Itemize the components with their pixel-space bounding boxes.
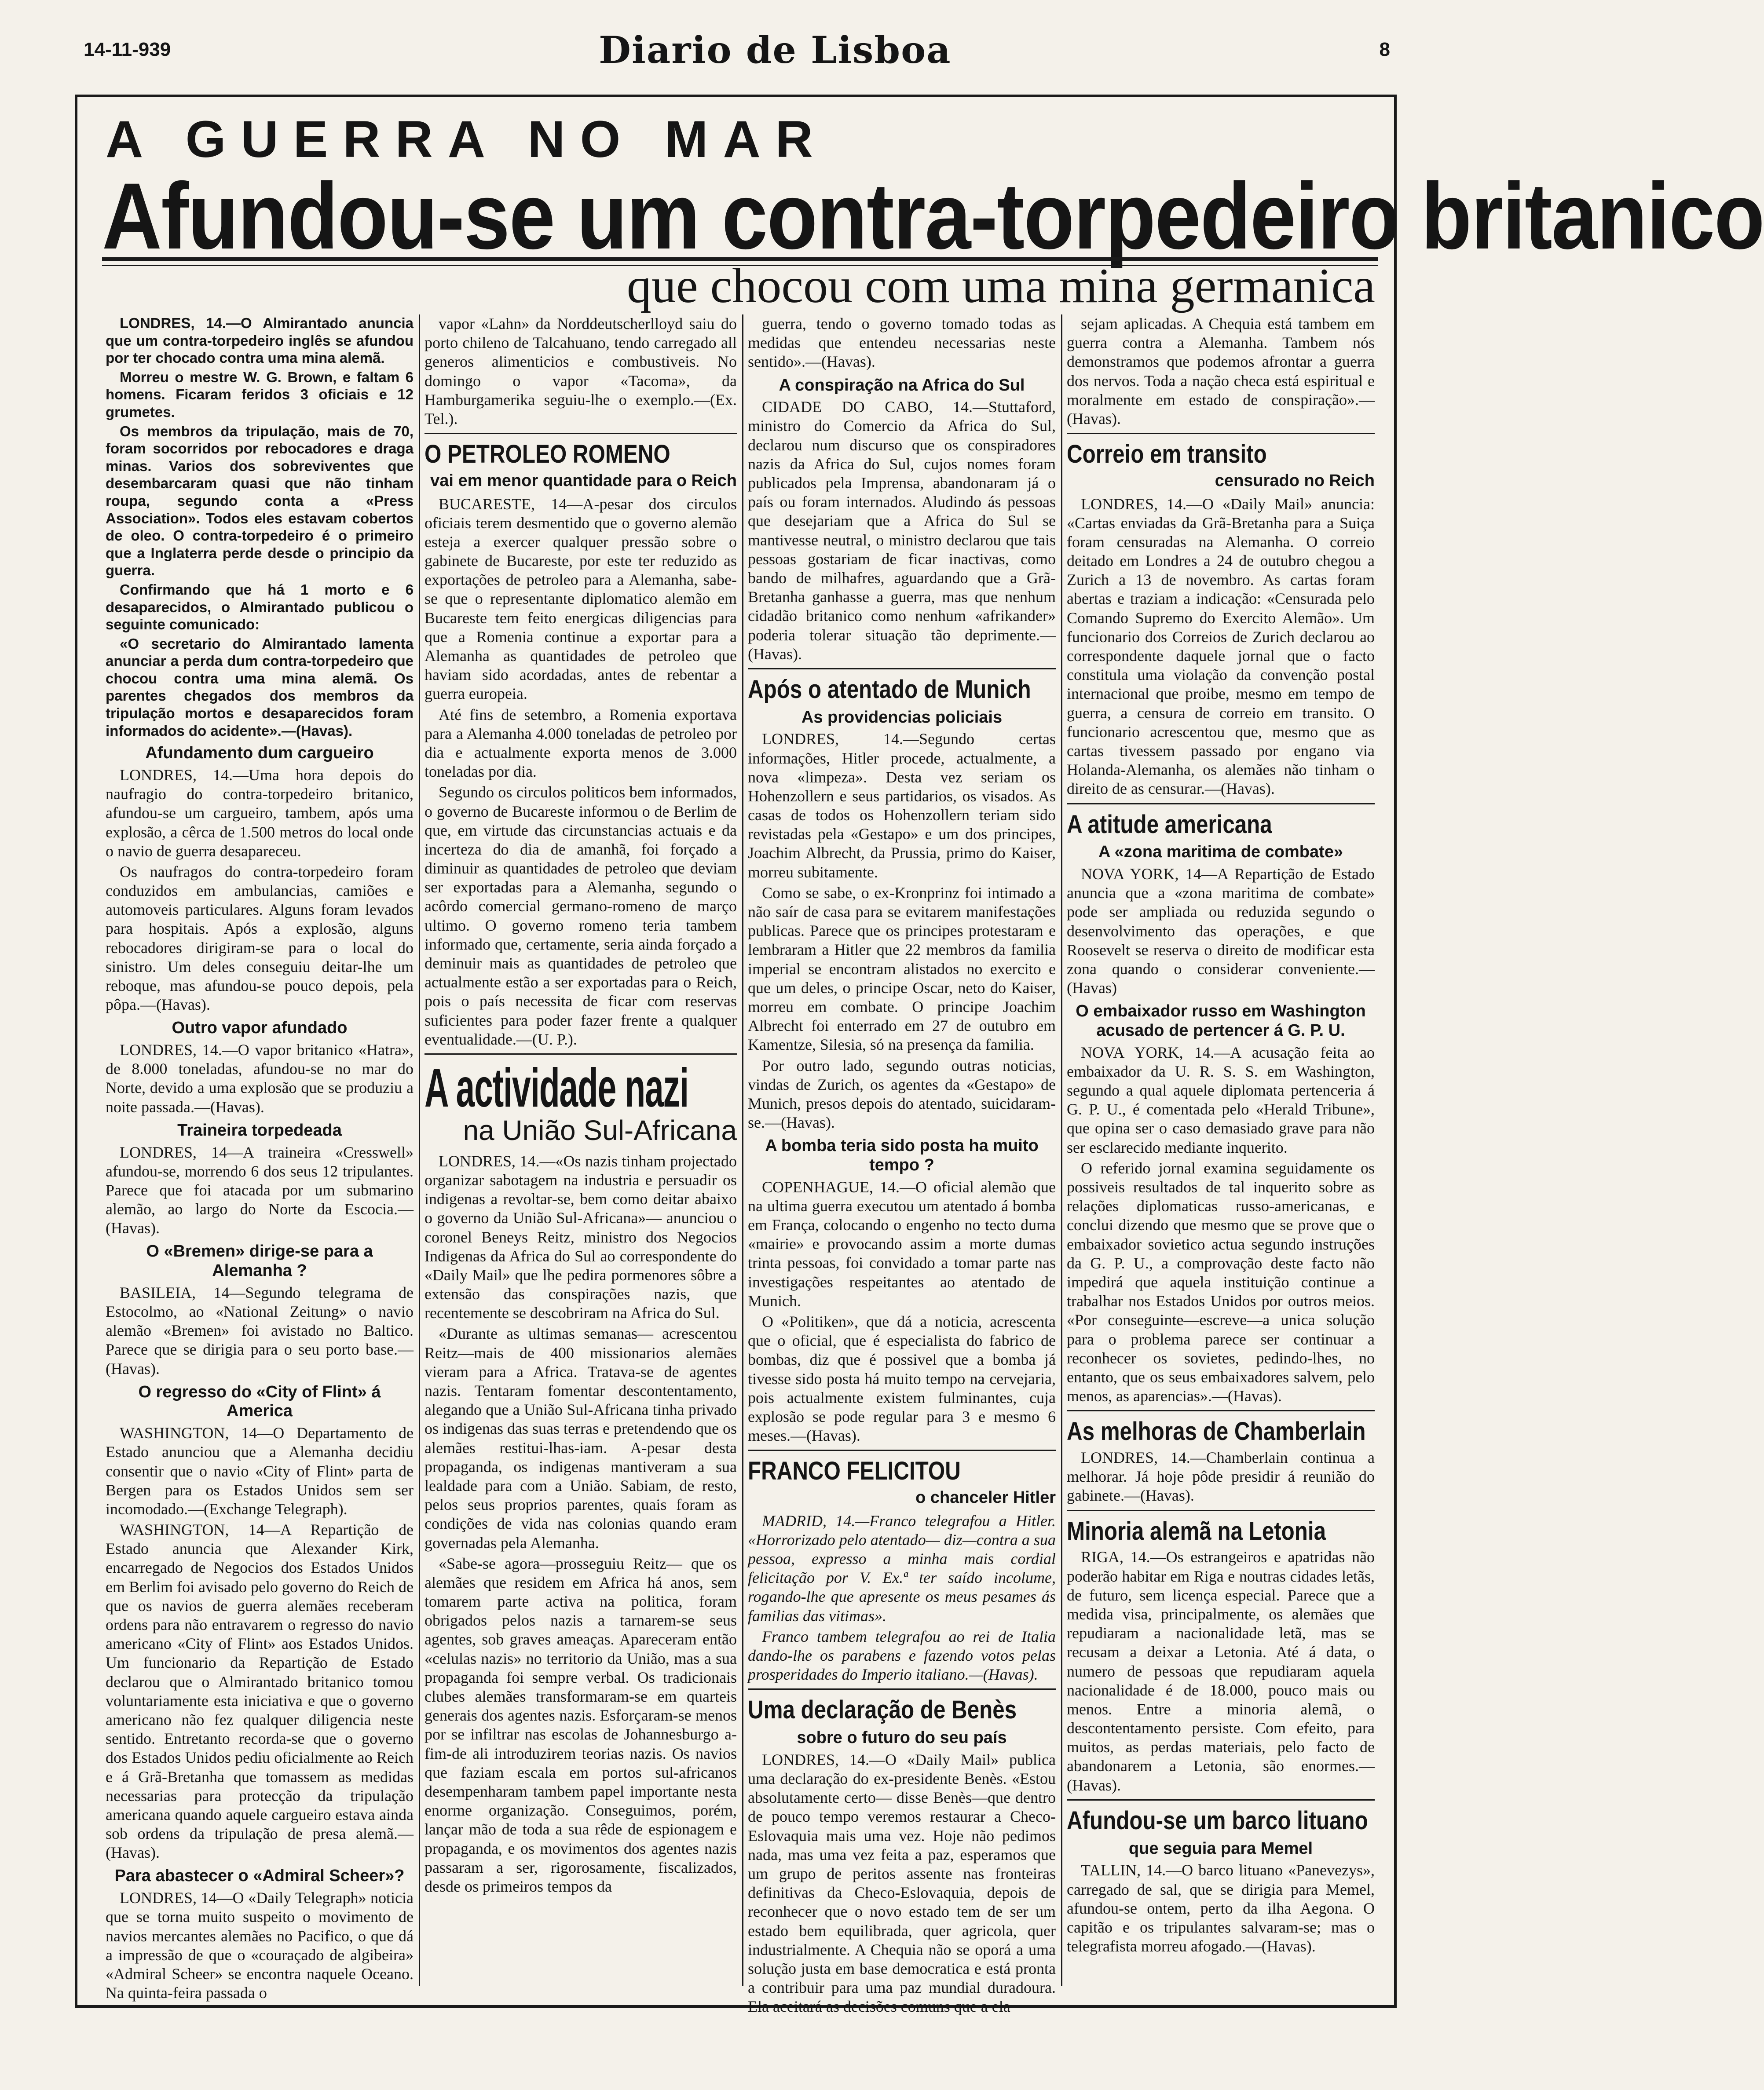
- divider: [425, 1053, 737, 1055]
- column-divider: [742, 314, 743, 1986]
- column-1: [106, 314, 414, 2002]
- divider: [1067, 1510, 1375, 1511]
- column-3: [748, 314, 1056, 2016]
- paragraph: Morreu o mestre W. G. Brown, e faltam 6 homens. Ficaram feridos 3 oficiais e 12 grumetes.: [106, 369, 414, 420]
- section-heading: Minoria alemã na Letonia: [1067, 1516, 1326, 1546]
- divider: [748, 1688, 1056, 1690]
- paragraph: sejam aplicadas. A Chequia está tambem em guerra contra a Alemanha. Tambem nós demonstramos que podemos afrontar a guerra dos nervos. Toda a nação checa está espiritual e moralmente em estado de conspiração».—(Havas).: [1067, 315, 1375, 428]
- paragraph: O referido jornal examina seguidamente os possiveis resultados de tal inquerito sobre as relações diplomaticas russo-americanas, e conclui dizendo que mesmo que se prove que o embaixador sovietico actua segundo instruções da G. P. U., a comprovação deste facto não impedirá que aquela instituição continue a trabalhar nos Estados Unidos por outros meios. «Por conseguinte—escreve—a unica solução para o problema parece ser continuar a reconhecer os sovietes, pedindo-lhes, no entanto, que os seus embaixadores salvem, pelo menos, as aparencias».—(Havas).: [1067, 1159, 1375, 1405]
- section-heading: Afundamento dum cargueiro: [145, 744, 374, 763]
- column-2: [425, 314, 737, 1986]
- paragraph: LONDRES, 14.—Uma hora depois do naufragio do contra-torpedeiro britanico, afundou-se um cargueiro, tambem, após uma explosão, a cêrca de 1.500 metros do local onde o navio de guerra desapareceu.: [106, 766, 414, 860]
- section-heading: Uma declaração de Benès: [748, 1695, 1017, 1725]
- paragraph: BUCARESTE, 14—A-pesar dos circulos oficiais terem desmentido que o governo alemão esteja a exercer qualquer pressão sobre o gabinete de Bucareste, por este ter reduzido as exportações de petroleo para a Alemanha, sabe-se que o representante diplomatico alemão em Bucareste tem feito energicas diligencias para que a Romenia continue a exportar para a Alemanha as quantidades de petroleo que haviam sido acordadas, antes de rebentar a guerra europeia.: [425, 495, 737, 703]
- paragraph: LONDRES, 14.—O vapor britanico «Hatra», de 8.000 toneladas, afundou-se no mar do Norte, devido a uma explosão que se produziu a noite passada.—(Havas).: [106, 1041, 414, 1116]
- paragraph: «Durante as ultimas semanas— acrescentou Reitz—mais de 400 missionarios alemães vieram para a Africa. Tratava-se de agentes nazis. Tentaram fomentar descontentamento, alegando que a União Sul-Africana tinha privado os indigenas das suas terras e pretendendo que os alemães restitui-lhas-iam. A-pesar desta propaganda, os indigenas mantiveram a sua lealdade para com a União. Sabiam, de resto, pelos seus proprios parentes, quais foram as condições de vida nas colonias quando eram governadas pela Alemanha.: [425, 1325, 737, 1552]
- paragraph: Como se sabe, o ex-Kronprinz foi intimado a não saír de casa para se evitarem manifestações publicas. Parece que os principes protestaram e lembraram a Hitler que 22 membros da familia imperial se encontram alistados no exercito e que um deles, o principe Oscar, neto do Kaiser, morreu em combate. O principe Joachim Albrecht foi enterrado em 27 de outubro em Kamentze, Silesia, só na presença da familia.: [748, 884, 1056, 1054]
- paragraph: WASHINGTON, 14—A Repartição de Estado anuncia que Alexander Kirk, encarregado de Negocios dos Estados Unidos em Berlim foi avisado pelo governo do Reich de que os navios de guerra alemães receberam ordens para não entravarem o regresso do navio americano «City of Flint» aos Estados Unidos. Um funcionario da Repartição de Estado declarou que o Almirantado britanico tomou voluntariamente esta iniciativa e que o governo americano não fez qualquer diligencia neste sentido. Entretanto recorda-se que o governo dos Estados Unidos pediu oficialmente ao Reich e á Grã-Bretanha que tomassem as medidas necessarias para protecção da tripulação americana quando aquele cargueiro estava ainda sob ordens da tripulação de presa alemã.—(Havas).: [106, 1521, 414, 1862]
- paragraph: MADRID, 14.—Franco telegrafou a Hitler. «Horrorizado pelo atentado— diz—contra a sua pessoa, expresso a minha mais cordial felicitação por V. Ex.ª ter saído incolume, rogando-lhe que apresente os meus pesames ás familias das vitimas».: [748, 1512, 1056, 1625]
- section-heading: A bomba teria sido posta ha muito tempo ?: [765, 1136, 1039, 1174]
- paragraph: COPENHAGUE, 14.—O oficial alemão que na ultima guerra executou um atentado á bomba em França, colocando o engenho no tecto duma «mairie» e provocando assim a morte dumas trinta pessoas, foi convidado a tomar parte nas investigações respeitantes ao atentado de Munich.: [748, 1178, 1056, 1310]
- paragraph: vapor «Lahn» da Norddeutscherlloyd saiu do porto chileno de Talcahuano, tendo carregado all generos alimenticios e combustiveis. No domingo o vapor «Tacoma», da Hamburgamerika seguiu-lhe o exemplo.—(Ex. Tel.).: [425, 315, 737, 428]
- section-subheading: vai em menor quantidade para o Reich: [430, 471, 737, 490]
- paragraph: TALLIN, 14.—O barco lituano «Panevezys», carregado de sal, que se dirigia para Memel, afundou-se ontem, perto da ilha Aegona. O capitão e os tripulantes salvaram-se; mas o telegrafista morreu afogado.—(Havas).: [1067, 1861, 1375, 1955]
- paragraph: LONDRES, 14.—O «Daily Mail» publica uma declaração do ex-presidente Benès. «Estou absolutamente certo— disse Benès—que dentro de pouco tempo veremos restaurar a Checo-Eslovaquia mais uma vez. Hoje não pedimos nada, mas uma vez feita a paz, esperamos que um grupo de peritos assente nas fronteiras definitivas da Checo-Eslovaquia, depois de reconhecer que o novo estado tem de ser um estado bem equilibrada, quer agricola, quer industrialmente. A Chequia não se oporá a uma solução justa em base democratica e está pronta a contribuir para uma paz mundial duradoura. Ela aceitará as decisões comuns que a ela: [748, 1750, 1056, 2016]
- paragraph: LONDRES, 14.—«Os nazis tinham projectado organizar sabotagem na industria e persuadir os indigenas a revoltar-se, bem como deitar abaixo o governo da União Sul-Africana»— anunciou o coronel Beneys Reitz, ministro dos Negocios Indigenas da Africa do Sul ao correspondente do «Daily Mail» que lhe pedira pormenores sôbre a extensão das conspirações nazis, que recentemente se descobriram na Africa do Sul.: [425, 1152, 737, 1322]
- column-divider: [1061, 314, 1062, 1986]
- paragraph: LONDRES, 14.—O Almirantado anuncia que um contra-torpedeiro inglês se afundou por ter chocado contra uma mina alemã.: [106, 315, 414, 366]
- paragraph: Os naufragos do contra-torpedeiro foram conduzidos em ambulancias, camiões e automoveis particulares. Alguns foram levados para hospitais. Após a explosão, alguns rebocadores dirigiram-se para o local do sinistro. Um deles conseguiu deitar-lhe um reboque, mas afundou-se pouco depois, pela pôpa.—(Havas).: [106, 862, 414, 1014]
- divider: [1067, 803, 1375, 804]
- divider: [748, 1450, 1056, 1451]
- divider: [425, 433, 737, 434]
- feature-headline: A actividade nazi: [425, 1057, 688, 1118]
- section-heading: Afundou-se um barco lituano: [1067, 1806, 1368, 1835]
- paragraph: WASHINGTON, 14—O Departamento de Estado anunciou que a Alemanha decidiu consentir que o navio «City of Flint» parta de Bergen para os Estados Unidos sem ser incomodado.—(Exchange Telegraph).: [106, 1424, 414, 1518]
- section-subheading: o chanceler Hitler: [915, 1488, 1056, 1507]
- section-subheading: censurado no Reich: [1215, 471, 1375, 490]
- section-heading: Traineira torpedeada: [177, 1121, 342, 1140]
- paragraph: RIGA, 14.—Os estrangeiros e apatridas não poderão habitar em Riga e noutras cidades letãs, de futuro, sem licença especial. Parece que a medida visa, principalmente, os alemães que repudiaram a nacionalidade letã, mas se recusam a deixar a Letonia. Até á data, o numero de pessoas que repudiaram aquela nacionalidade é de 18.000, pouco mais ou menos. Entre a minoria alemã, o descontentamento persiste. Com efeito, para muitos, as perdas materiais, pelo facto de abandonarem a Letonia, são enormes.—(Havas).: [1067, 1548, 1375, 1794]
- paragraph: LONDRES, 14.—O «Daily Mail» anuncia: «Cartas enviadas da Grã-Bretanha para a Suiça foram censuradas na Alemanha. O correio deitado em Londres a 24 de outubro chegou a Zurich a 13 de novembro. As cartas foram abertas e traziam a indicação: «Censurada pelo Comando Supremo do Exercito Alemão». Um funcionario dos Correios de Zurich declarou ao correspondente daquele jornal que o facto constitula uma violação da convenção postal internacional que proibe, mesmo em tempo de guerra, a censura de correio em transito. O funcionario acrescentou que, mesmo que as cartas tivessem passado por engano via Holanda-Alemanha, os alemães não tinham o direito de as censurar.—(Havas).: [1067, 495, 1375, 798]
- divider: [1067, 433, 1375, 434]
- section-heading: O embaixador russo em Washington acusado de pertencer á G. P. U.: [1076, 1002, 1366, 1040]
- issue-date: 14-11-939: [84, 39, 171, 60]
- paragraph: NOVA YORK, 14—A Repartição de Estado anuncia que a «zona maritima de combate» pode ser ampliada ou reduzida segundo o desenvolvimento das operações, e que Roosevelt se reserva o direito de modificar esta zona quando o considerar conveniente.—(Havas): [1067, 865, 1375, 997]
- paragraph: «O secretario do Almirantado lamenta anunciar a perda dum contra-torpedeiro que chocou contra uma mina alemã. Os parentes chegados dos membros da tripulação mortos e desaparecidos foram informados do acidente».—(Havas).: [106, 635, 414, 739]
- paragraph: guerra, tendo o governo tomado todas as medidas que entendeu necessarias neste sentido».—(Havas).: [748, 315, 1056, 371]
- main-subhead: que chocou com uma mina germanica: [626, 259, 1375, 313]
- column-divider: [419, 314, 420, 1986]
- paragraph: LONDRES, 14—A traineira «Cresswell» afundou-se, morrendo 6 dos seus 12 tripulantes. Parece que foi atacada por um submarino alemão, ao largo do Norte da Escocia.—(Havas).: [106, 1143, 414, 1237]
- section-heading: O PETROLEO ROMENO: [425, 440, 670, 469]
- page-number: 8: [1379, 39, 1390, 60]
- paragraph: Confirmando que há 1 morto e 6 desaparecidos, o Almirantado publicou o seguinte comunicado:: [106, 581, 414, 633]
- section-heading: O regresso do «City of Flint» á America: [138, 1382, 381, 1421]
- main-headline: Afundou-se um contra-torpedeiro britanico: [102, 164, 1764, 269]
- paragraph: LONDRES, 14—O «Daily Telegraph» noticia que se torna muito suspeito o movimento de navios mercantes alemães no Pacifico, o que dá a impressão de que o «couraçado de algibeira» «Admiral Scheer» se encontra naquele Oceano. Na quinta-feira passada o: [106, 1889, 414, 2002]
- column-4: [1067, 314, 1375, 1986]
- divider: [748, 668, 1056, 669]
- section-heading: FRANCO FELICITOU: [748, 1457, 961, 1486]
- section-subheading: sobre o futuro do seu país: [797, 1728, 1007, 1747]
- section-heading: As melhoras de Chamberlain: [1067, 1417, 1366, 1446]
- section-subheading: que seguia para Memel: [1128, 1839, 1313, 1858]
- section-kicker: A GUERRA NO MAR: [106, 110, 828, 168]
- section-heading: A atitude americana: [1067, 810, 1272, 839]
- paragraph: LONDRES, 14.—Chamberlain continua a melhorar. Já hoje pôde presidir á reunião do gabinete.—(Havas).: [1067, 1449, 1375, 1505]
- paragraph: Até fins de setembro, a Romenia exportava para a Alemanha 4.000 toneladas de petroleo por dia e actualmente exporta menos de 3.000 toneladas por dia.: [425, 705, 737, 781]
- paragraph: NOVA YORK, 14.—A acusação feita ao embaixador da U. R. S. S. em Washington, segundo a qual aquele diplomata pertenceria á G. P. U., é comentada pelo «Herald Tribune», que opina ser o caso demasiado grave para não ser esclarecido mediante inquerito.: [1067, 1043, 1375, 1156]
- section-subheading: A «zona maritima de combate»: [1098, 843, 1343, 862]
- newspaper-title: Diario de Lisboa: [599, 28, 952, 72]
- divider: [1067, 1410, 1375, 1411]
- section-subheading: As providencias policiais: [801, 708, 1003, 727]
- paragraph: BASILEIA, 14—Segundo telegrama de Estocolmo, ao «National Zeitung» o navio alemão «Bremen» foi avistado no Baltico. Parece que se dirigia para o seu porto base.—(Havas).: [106, 1283, 414, 1378]
- masthead: [84, 26, 1390, 74]
- section-heading: Outro vapor afundado: [172, 1019, 348, 1038]
- paragraph: «Sabe-se agora—prosseguiu Reitz— que os alemães que residem em Africa há anos, sem tomarem parte activa na politica, foram obrigados pelos nazis a tarnarem-se seus agentes, sob graves ameaças. Apareceram então «celulas nazis» no territorio da União, mas a sua propaganda foi sempre verbal. Os tradicionais clubes alemães transformaram-se em quarteis generais dos agentes nazis. Esforçaram-se menos por se infiltrar nas escolas de Johannesburgo a-fim-de ali introduzirem teorias nazis. Os navios que faziam escala em portos sul-africanos desempenharam tambem papel importante nesta enorme organização. Conseguimos, porém, lançar mão de toda a sua rêde de espionagem e propaganda, e os movimentos dos agentes nazis passaram a ser, rigorosamente, fiscalizados, desde os primeiros tempos da: [425, 1554, 737, 1895]
- paragraph: Segundo os circulos politicos bem informados, o governo de Bucareste informou o de Berlim de que, em virtude das circunstancias actuais e da incerteza do dia de amanhã, foi forçado a diminuir as quantidades de petroleo que deviam ser exportadas para a Alemanha, segundo o acôrdo comercial germano-romeno de março ultimo. O governo romeno teria tambem informado que, certamente, seria ainda forçado a deminuir mais as quantidades de petroleo que actualmente estão a ser exportadas para o Reich, pois o país necessita de ficar com reservas suficientes para poder fazer frente a qualquer eventualidade.—(U. P.).: [425, 783, 737, 1048]
- paragraph: CIDADE DO CABO, 14.—Stuttaford, ministro do Comercio da Africa do Sul, declarou num discurso que os conspiradores nazis da Africa do Sul, cujos nomes foram publicados pela Imprensa, abandonaram já o país ou foram internados. Aludindo ás pessoas que desejariam que a Africa do Sul se mantivesse neutral, o ministro declarou que tais pessoas gostariam de ficar inactivas, como bando de milhafres, aguardando que a Grã-Bretanha ganhasse a guerra, mas que nenhum cidadão britanico como nenhum «afrikander» poderia tolerar situação tão deprimente.—(Havas).: [748, 398, 1056, 663]
- section-heading: Após o atentado de Munich: [748, 675, 1031, 704]
- paragraph: LONDRES, 14.—Segundo certas informações, Hitler procede, actualmente, a nova «limpeza». Desta vez seriam os Hohenzollern e seus partidarios, os visados. As casas de todos os Hohenzollern teriam sido revistadas pela «Gestapo» e um dos principes, Joachim Albrecht, da Prussia, primo do Kaiser, morreu subitamente.: [748, 730, 1056, 881]
- divider: [1067, 1799, 1375, 1801]
- paragraph: O «Politiken», que dá a noticia, acrescenta que o oficial, que é especialista do fabrico de bombas, diz que é possivel que a bomba já tivesse sido posta há muito tempo na cervejaria, pois actualmente existem fulminantes, cuja explosão se pode regular para 3 e mesmo 6 meses.—(Havas).: [748, 1312, 1056, 1445]
- paragraph: Os membros da tripulação, mais de 70, foram socorridos por rebocadores e draga minas. Varios dos sobreviventes que desembarcaram quasi que não tinham roupa, segundo conta a «Press Association». Todos eles estavam cobertos de oleo. O contra-torpedeiro é o primeiro que a Inglaterra perde desde o principio da guerra.: [106, 423, 414, 579]
- feature-subhead: na União Sul-Africana: [463, 1114, 737, 1146]
- paragraph: Franco tambem telegrafou ao rei de Italia dando-lhe os parabens e fazendo votos pelas prosperidades do Imperio italiano.—(Havas).: [748, 1627, 1056, 1684]
- paragraph: Por outro lado, segundo outras noticias, vindas de Zurich, os agentes da «Gestapo» de Munich, presos depois do atentado, suicidaram-se.—(Havas).: [748, 1056, 1056, 1132]
- section-heading: A conspiração na Africa do Sul: [779, 376, 1025, 395]
- section-heading: O «Bremen» dirige-se para a Alemanha ?: [146, 1242, 373, 1280]
- section-heading: Correio em transito: [1067, 440, 1267, 469]
- section-heading: Para abastecer o «Admiral Scheer»?: [114, 1867, 405, 1885]
